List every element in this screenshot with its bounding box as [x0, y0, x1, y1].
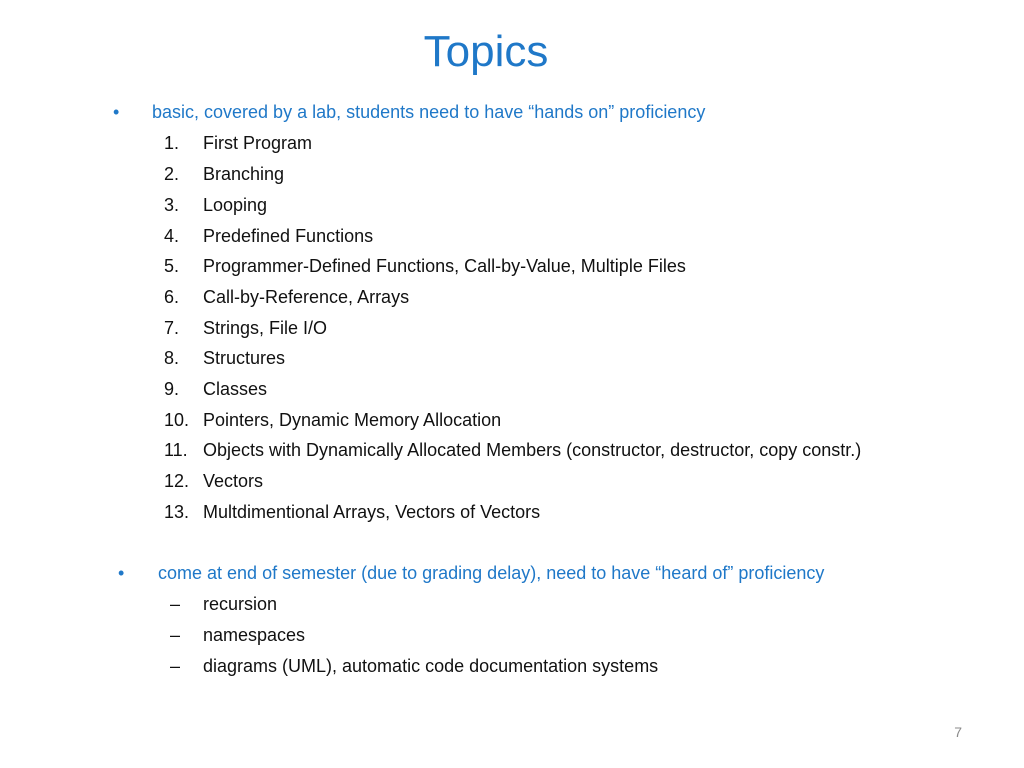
list-item: Strings, File I/O: [203, 318, 328, 338]
list-item-number: 5.: [164, 256, 180, 276]
list-item: Programmer-Defined Functions, Call-by-Value, Multiple Files: [203, 256, 686, 276]
list-item-number: 9.: [164, 379, 180, 399]
list-item-number: 1.: [164, 133, 180, 153]
list-item: Call-by-Reference, Arrays: [203, 287, 410, 307]
list-item: Classes: [203, 379, 268, 399]
list-item: Pointers, Dynamic Memory Allocation: [203, 410, 502, 430]
list-item: Vectors: [203, 471, 264, 491]
list-item-number: 6.: [164, 287, 180, 307]
list-item-number: 8.: [164, 348, 180, 368]
list-item: Multdimentional Arrays, Vectors of Vectors: [203, 502, 541, 522]
list-item-number: 3.: [164, 195, 180, 215]
list-item: Branching: [203, 164, 285, 184]
page-number: 7: [954, 724, 962, 740]
bullet-marker: •: [113, 102, 120, 122]
list-item: Looping: [203, 195, 268, 215]
dash-marker: –: [170, 656, 181, 676]
dash-marker: –: [170, 625, 181, 645]
list-item-number: 4.: [164, 226, 180, 246]
list-item-number: 13.: [164, 502, 190, 522]
list-item-number: 10.: [164, 410, 190, 430]
section-heading-heard-of: come at end of semester (due to grading delay), need to have “heard of” proficiency: [158, 563, 825, 583]
list-item: Objects with Dynamically Allocated Members (constructor, destructor, copy constr.): [203, 440, 862, 460]
list-item: diagrams (UML), automatic code documentation systems: [203, 656, 659, 676]
list-item: Predefined Functions: [203, 226, 374, 246]
bullet-marker: •: [118, 563, 125, 583]
dash-marker: –: [170, 594, 181, 614]
slide-title: Topics: [423, 27, 549, 76]
list-item: First Program: [203, 133, 313, 153]
section-heading-hands-on: basic, covered by a lab, students need to have “hands on” proficiency: [152, 102, 706, 122]
list-item-number: 2.: [164, 164, 180, 184]
list-item-number: 7.: [164, 318, 180, 338]
list-item: Structures: [203, 348, 286, 368]
list-item: recursion: [203, 594, 278, 614]
list-item-number: 12.: [164, 471, 190, 491]
list-item-number: 11.: [164, 440, 188, 460]
list-item: namespaces: [203, 625, 306, 645]
